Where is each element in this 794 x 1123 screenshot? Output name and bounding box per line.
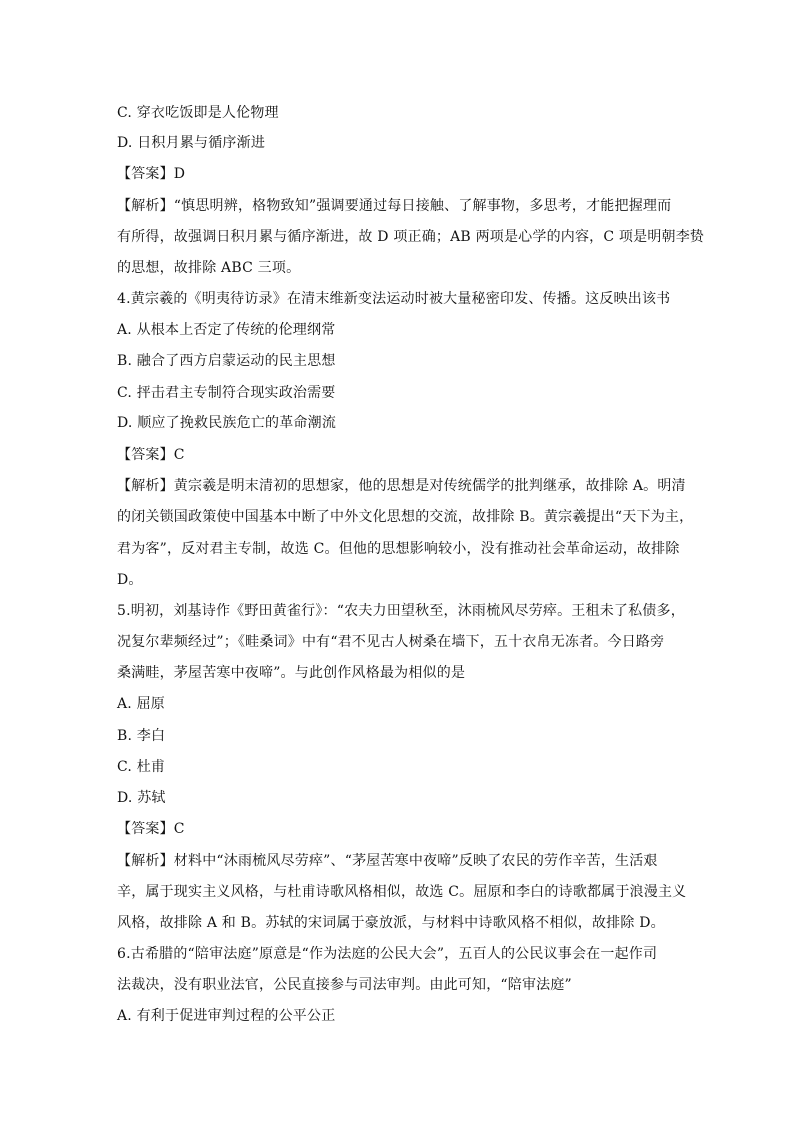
analysis-q3-line-1: 【解析】“慎思明辨，格物致知”强调要通过每日接触、了解事物，多思考，才能把握理而 [117,198,672,214]
analysis-q5-line-1: 【解析】材料中“沐雨梳风尽劳瘁”、“茅屋苦寒中夜啼”反映了农民的劳作辛苦，生活艰 [117,853,658,869]
option-a-q6: A. 有利于促进审判过程的公平公正 [117,1008,336,1024]
analysis-q4-line-1: 【解析】黄宗羲是明末清初的思想家，他的思想是对传统儒学的批判继承，故排除 A。明清 [117,478,686,494]
option-d-q4: D. 顺应了挽救民族危亡的革命潮流 [117,415,337,431]
option-c-q3: C. 穿衣吃饭即是人伦物理 [117,105,279,121]
question-5-stem-line-1: 5.明初，刘基诗作《野田黄雀行》：“农夫力田望秋至，沐雨梳风尽劳瘁。王租未了私债多， [117,603,685,619]
answer-q5: 【答案】C [117,821,185,837]
analysis-q3-line-2: 有所得，故强调日积月累与循序渐进，故 D 项正确；AB 两项是心学的内容，C 项是明朝李贽 [117,229,705,245]
analysis-q3-line-3: 的思想，故排除 ABC 三项。 [117,260,301,276]
question-6-stem-line-1: 6.古希腊的“陪审法庭”原意是“作为法庭的公民大会”，五百人的公民议事会在一起作司 [117,946,658,962]
question-4-stem: 4.黄宗羲的《明夷待访录》在清末维新变法运动时被大量秘密印发、传播。这反映出该书 [117,291,671,307]
option-c-q5: C. 杜甫 [117,759,166,775]
option-b-q4: B. 融合了西方启蒙运动的民主思想 [117,353,336,369]
answer-q3: 【答案】D [117,166,186,182]
question-5-stem-line-2: 况复尔辈频经过”；《畦桑词》中有“君不见古人树桑在墙下，五十衣帛无冻者。今日路旁 [117,634,665,650]
analysis-q5-line-2: 辛，属于现实主义风格，与杜甫诗歌风格相似，故选 C。屈原和李白的诗歌都属于浪漫主义 [117,884,687,900]
option-c-q4: C. 抨击君主专制符合现实政治需要 [117,385,336,401]
answer-q4: 【答案】C [117,447,185,463]
analysis-q4-line-4: D。 [117,572,143,588]
option-d-q3: D. 日积月累与循序渐进 [117,135,266,151]
question-5-stem-line-3: 桑满畦，茅屋苦寒中夜啼”。与此创作风格最为相似的是 [117,665,466,681]
analysis-q4-line-2: 的闭关锁国政策使中国基本中断了中外文化思想的交流，故排除 B。黄宗羲提出“天下为主， [117,509,694,525]
option-a-q5: A. 屈原 [117,696,166,712]
analysis-q5-line-3: 风格，故排除 A 和 B。苏轼的宋词属于豪放派，与材料中诗歌风格不相似，故排除 D。 [117,915,665,931]
question-6-stem-line-2: 法裁决，没有职业法官，公民直接参与司法审判。由此可知，“陪审法庭” [117,977,572,993]
option-d-q5: D. 苏轼 [117,790,166,806]
option-b-q5: B. 李白 [117,728,166,744]
analysis-q4-line-3: 君为客”，反对君主专制，故选 C。但他的思想影响较小，没有推动社会革命运动，故排除 [117,541,680,557]
option-a-q4: A. 从根本上否定了传统的伦理纲常 [117,322,336,338]
